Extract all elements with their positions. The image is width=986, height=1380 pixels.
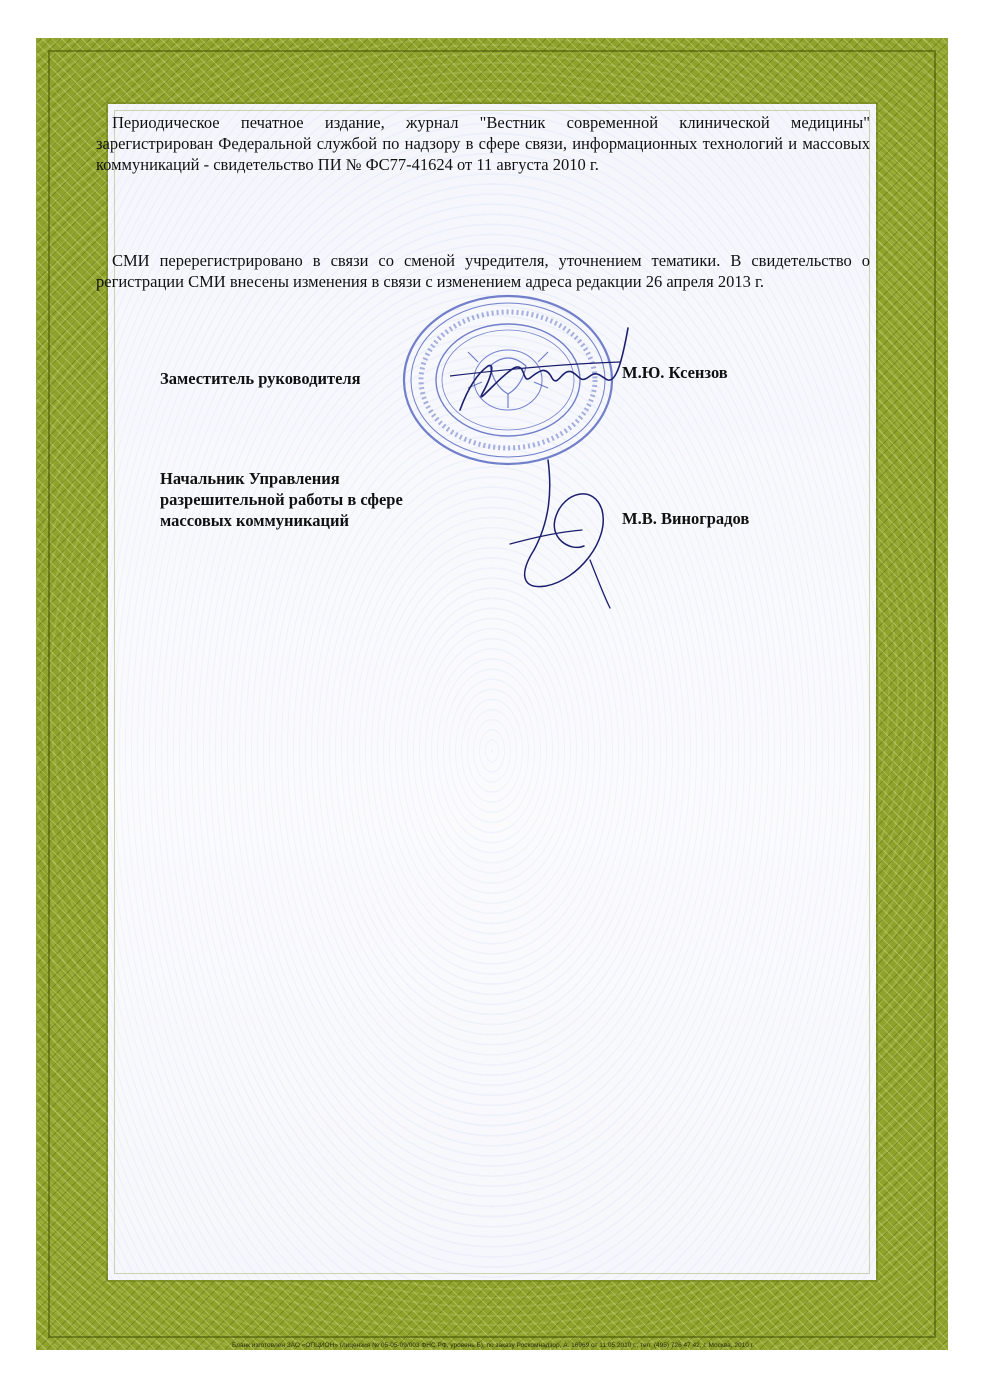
reregistration-paragraph: СМИ перерегистрировано в связи со сменой учредителя, уточнением тематики. В свидетельство о регистрации СМИ внесены изменения в связи с изменением адреса редакции 26 апреля 2013 г. [96,251,870,291]
deputy-head-title: Заместитель руководителя [160,369,361,388]
signature-ksenzov [430,318,640,418]
certificate-border [36,38,948,1350]
department-head-title: Начальник Управления разрешительной работы в сфере массовых коммуникаций [160,469,403,530]
registration-paragraph: Периодическое печатное издание, журнал "Вестник современной клинической медицины" зарегистрирован Федеральной службой по надзору в сфере связи, информационных технологий и массовых коммуникаций - свидетельство ПИ № ФС77-41624 от 11 августа 2010 г. [96,113,870,174]
blank-printer-footer: Бланк изготовлен ЗАО «ОПЦИОН» (лицензия № 05-05-09/003 ФНС РФ, уровень Б), по заказу Роскомнадзор, А. 16969 от 11.05.2010 г., тел. (495) 726 47 42, г. Москва, 2010 г. [231,1342,755,1349]
signature-vinogradov [490,440,640,610]
deputy-head-name: М.Ю. Ксензов [622,363,728,382]
department-head-name: М.В. Виноградов [622,509,750,528]
